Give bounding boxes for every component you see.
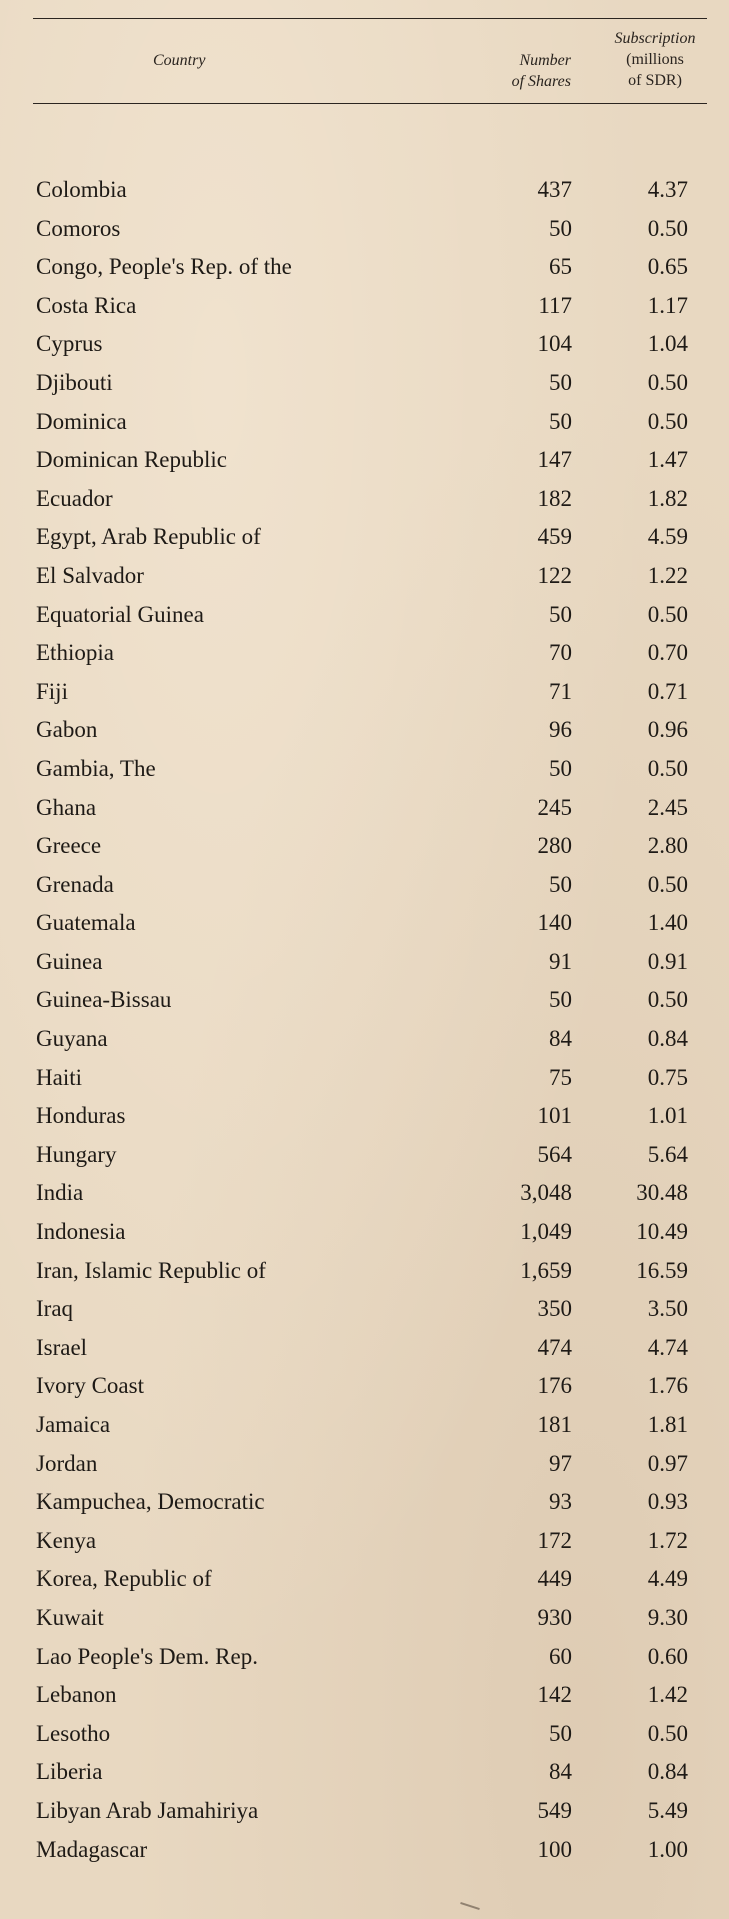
table-row xyxy=(0,210,729,249)
country-name: Ghana xyxy=(36,794,97,820)
country-name: Korea, Republic of xyxy=(36,1566,212,1592)
subscription-amount: 4.37 xyxy=(647,177,688,202)
country-name: Iran, Islamic Republic of xyxy=(36,1257,266,1283)
subscription-header-line3: of SDR) xyxy=(628,72,682,89)
table-row xyxy=(0,287,729,326)
country-name: Dominica xyxy=(36,408,127,434)
number-of-shares: 140 xyxy=(537,910,572,936)
country-name: Hungary xyxy=(36,1141,117,1167)
shares-header-line2: of Shares xyxy=(511,73,571,90)
subscription-amount: 5.64 xyxy=(647,1141,688,1167)
country-name: Kenya xyxy=(36,1527,97,1553)
table-row xyxy=(0,325,729,364)
number-of-shares: 50 xyxy=(549,987,572,1013)
subscription-amount: 0.96 xyxy=(647,717,688,743)
number-of-shares: 117 xyxy=(538,292,572,318)
subscription-amount: 0.60 xyxy=(647,1643,688,1669)
table-row xyxy=(0,1213,729,1252)
table-row xyxy=(0,1560,729,1599)
country-name: Greece xyxy=(36,833,102,859)
country-name: Kampuchea, Democratic xyxy=(36,1489,265,1515)
subscription-amount: 0.50 xyxy=(647,1720,688,1746)
subscription-amount: 0.50 xyxy=(647,215,688,241)
number-of-shares: 172 xyxy=(537,1527,572,1553)
table-row xyxy=(0,866,729,905)
country-name: Lebanon xyxy=(36,1682,117,1708)
number-of-shares: 181 xyxy=(537,1412,572,1437)
table-row xyxy=(0,1831,729,1870)
table-row xyxy=(0,403,729,442)
table-row xyxy=(0,789,729,828)
country-name: Cyprus xyxy=(36,331,103,357)
subscription-amount: 1.01 xyxy=(647,1103,688,1129)
number-of-shares: 71 xyxy=(549,678,572,704)
country-name: India xyxy=(36,1180,84,1206)
country-name: El Salvador xyxy=(36,562,144,588)
country-name: Honduras xyxy=(36,1103,126,1129)
country-name: Haiti xyxy=(36,1064,82,1090)
subscription-amount: 30.48 xyxy=(636,1180,688,1206)
subscription-amount: 1.82 xyxy=(647,485,688,511)
number-of-shares: 101 xyxy=(537,1103,572,1129)
table-row xyxy=(0,1252,729,1291)
subscription-amount: 0.50 xyxy=(647,871,688,897)
number-of-shares: 350 xyxy=(537,1296,572,1322)
table-row xyxy=(0,1367,729,1406)
number-of-shares: 50 xyxy=(549,369,572,395)
table-row xyxy=(0,441,729,480)
number-of-shares: 549 xyxy=(537,1797,572,1823)
subscription-amount: 0.50 xyxy=(647,755,688,781)
subscription-amount: 0.65 xyxy=(647,254,688,280)
number-of-shares: 96 xyxy=(549,717,572,743)
country-name: Jordan xyxy=(36,1450,98,1476)
country-name: Congo, People's Rep. of the xyxy=(36,254,292,280)
subscription-amount: 0.91 xyxy=(647,948,688,974)
number-of-shares: 50 xyxy=(549,408,572,434)
subscription-amount: 0.97 xyxy=(647,1450,688,1476)
table-row xyxy=(0,634,729,673)
number-of-shares: 437 xyxy=(537,177,572,202)
table-row xyxy=(0,1174,729,1213)
table-row xyxy=(0,981,729,1020)
country-name: Djibouti xyxy=(36,369,113,395)
subscription-amount: 1.81 xyxy=(647,1412,688,1437)
number-of-shares: 50 xyxy=(549,215,572,241)
table-row xyxy=(0,1290,729,1329)
subscription-amount: 1.22 xyxy=(647,562,688,588)
country-name: Ivory Coast xyxy=(36,1373,144,1399)
number-of-shares: 1,659 xyxy=(520,1257,572,1283)
number-of-shares: 142 xyxy=(537,1682,572,1708)
table-row xyxy=(0,480,729,519)
country-name: Israel xyxy=(36,1334,88,1360)
table-row xyxy=(0,596,729,635)
column-header-subscription xyxy=(595,28,715,91)
number-of-shares: 3,048 xyxy=(520,1180,572,1206)
subscription-amount: 1.76 xyxy=(647,1373,688,1399)
subscription-amount: 10.49 xyxy=(636,1219,688,1245)
country-name: Ethiopia xyxy=(36,640,114,666)
subscription-amount: 0.84 xyxy=(647,1759,688,1785)
subscription-amount: 4.49 xyxy=(647,1566,688,1592)
subscription-amount: 1.17 xyxy=(647,292,688,318)
number-of-shares: 182 xyxy=(537,485,572,511)
table-body xyxy=(0,171,729,1869)
table-row xyxy=(0,364,729,403)
country-name: Gambia, The xyxy=(36,755,156,781)
number-of-shares: 459 xyxy=(537,524,572,550)
subscription-amount: 2.80 xyxy=(647,833,688,859)
country-name: Lesotho xyxy=(36,1720,111,1746)
subscription-amount: 0.71 xyxy=(647,678,688,704)
table-row xyxy=(0,1522,729,1561)
table-row xyxy=(0,171,729,210)
country-name: Ecuador xyxy=(36,485,113,511)
country-name: Iraq xyxy=(36,1296,74,1322)
subscription-amount: 1.40 xyxy=(647,910,688,936)
number-of-shares: 245 xyxy=(537,794,572,820)
subscription-amount: 0.50 xyxy=(647,601,688,627)
country-name: Libyan Arab Jamahiriya xyxy=(36,1797,259,1823)
shares-header-line1: Number xyxy=(519,52,571,69)
number-of-shares: 100 xyxy=(537,1836,572,1862)
number-of-shares: 70 xyxy=(549,640,572,666)
table-row xyxy=(0,557,729,596)
subscription-amount: 0.50 xyxy=(647,369,688,395)
country-name: Guinea xyxy=(36,948,103,974)
number-of-shares: 50 xyxy=(549,601,572,627)
subscription-amount: 4.59 xyxy=(647,524,688,550)
subscription-amount: 1.72 xyxy=(647,1527,688,1553)
table-row xyxy=(0,750,729,789)
number-of-shares: 1,049 xyxy=(520,1219,572,1245)
table-row xyxy=(0,1445,729,1484)
country-name: Kuwait xyxy=(36,1604,104,1630)
subscription-amount: 0.70 xyxy=(647,640,688,666)
table-row xyxy=(0,518,729,557)
country-name: Guinea-Bissau xyxy=(36,987,172,1013)
number-of-shares: 50 xyxy=(549,1720,572,1746)
table-row xyxy=(0,1483,729,1522)
country-name: Dominican Republic xyxy=(36,447,227,473)
subscription-amount: 1.47 xyxy=(647,447,688,473)
country-name: Guatemala xyxy=(36,910,136,936)
number-of-shares: 930 xyxy=(537,1604,572,1630)
country-name: Madagascar xyxy=(36,1836,148,1862)
country-name: Liberia xyxy=(36,1759,103,1785)
table-row xyxy=(0,1406,729,1445)
country-name: Colombia xyxy=(36,177,127,202)
number-of-shares: 104 xyxy=(537,331,572,357)
country-name: Equatorial Guinea xyxy=(36,601,204,627)
number-of-shares: 50 xyxy=(549,755,572,781)
country-name: Guyana xyxy=(36,1026,108,1052)
country-name: Comoros xyxy=(36,215,121,241)
subscription-header-line1: Subscription xyxy=(614,30,696,47)
number-of-shares: 50 xyxy=(549,871,572,897)
number-of-shares: 60 xyxy=(549,1643,572,1669)
subscription-amount: 0.84 xyxy=(647,1026,688,1052)
country-name: Jamaica xyxy=(36,1412,111,1437)
number-of-shares: 93 xyxy=(549,1489,572,1515)
table-row xyxy=(0,1097,729,1136)
table-row xyxy=(0,904,729,943)
country-name: Grenada xyxy=(36,871,114,897)
table-row xyxy=(0,1715,729,1754)
number-of-shares: 147 xyxy=(537,447,572,473)
column-header-country: Country xyxy=(153,52,206,69)
country-name: Lao People's Dem. Rep. xyxy=(36,1643,258,1669)
table-row xyxy=(0,1059,729,1098)
subscription-amount: 1.04 xyxy=(647,331,688,357)
table-row xyxy=(0,1136,729,1175)
table-row xyxy=(0,1753,729,1792)
subscription-amount: 0.50 xyxy=(647,987,688,1013)
number-of-shares: 65 xyxy=(549,254,572,280)
top-rule xyxy=(33,18,707,19)
number-of-shares: 280 xyxy=(537,833,572,859)
number-of-shares: 84 xyxy=(549,1026,572,1052)
table-row xyxy=(0,711,729,750)
print-speck xyxy=(460,1902,480,1910)
number-of-shares: 97 xyxy=(549,1450,572,1476)
table-row xyxy=(0,248,729,287)
subscription-header-line2: (millions xyxy=(626,51,684,68)
table-row xyxy=(0,1329,729,1368)
subscription-amount: 0.50 xyxy=(647,408,688,434)
table-row xyxy=(0,673,729,712)
number-of-shares: 564 xyxy=(537,1141,572,1167)
table-row xyxy=(0,1599,729,1638)
subscription-amount: 1.00 xyxy=(647,1836,688,1862)
subscription-amount: 1.42 xyxy=(647,1682,688,1708)
table-row xyxy=(0,943,729,982)
subscription-amount: 0.75 xyxy=(647,1064,688,1090)
header-rule xyxy=(33,103,707,104)
number-of-shares: 474 xyxy=(537,1334,572,1360)
subscription-amount: 16.59 xyxy=(636,1257,688,1283)
number-of-shares: 449 xyxy=(537,1566,572,1592)
table-row xyxy=(0,1020,729,1059)
column-header-shares xyxy=(512,50,571,92)
table-row xyxy=(0,1676,729,1715)
subscription-amount: 9.30 xyxy=(647,1604,688,1630)
country-name: Egypt, Arab Republic of xyxy=(36,524,261,550)
table-row xyxy=(0,1792,729,1831)
number-of-shares: 122 xyxy=(537,562,572,588)
subscription-amount: 5.49 xyxy=(647,1797,688,1823)
country-name: Fiji xyxy=(36,678,68,704)
table-row xyxy=(0,827,729,866)
table-row xyxy=(0,1638,729,1677)
country-name: Costa Rica xyxy=(36,292,137,318)
country-name: Indonesia xyxy=(36,1219,126,1245)
subscription-amount: 2.45 xyxy=(647,794,688,820)
number-of-shares: 75 xyxy=(549,1064,572,1090)
number-of-shares: 176 xyxy=(537,1373,572,1399)
subscription-amount: 0.93 xyxy=(647,1489,688,1515)
country-name: Gabon xyxy=(36,717,98,743)
number-of-shares: 84 xyxy=(549,1759,572,1785)
subscription-amount: 4.74 xyxy=(647,1334,688,1360)
subscription-amount: 3.50 xyxy=(647,1296,688,1322)
number-of-shares: 91 xyxy=(549,948,572,974)
